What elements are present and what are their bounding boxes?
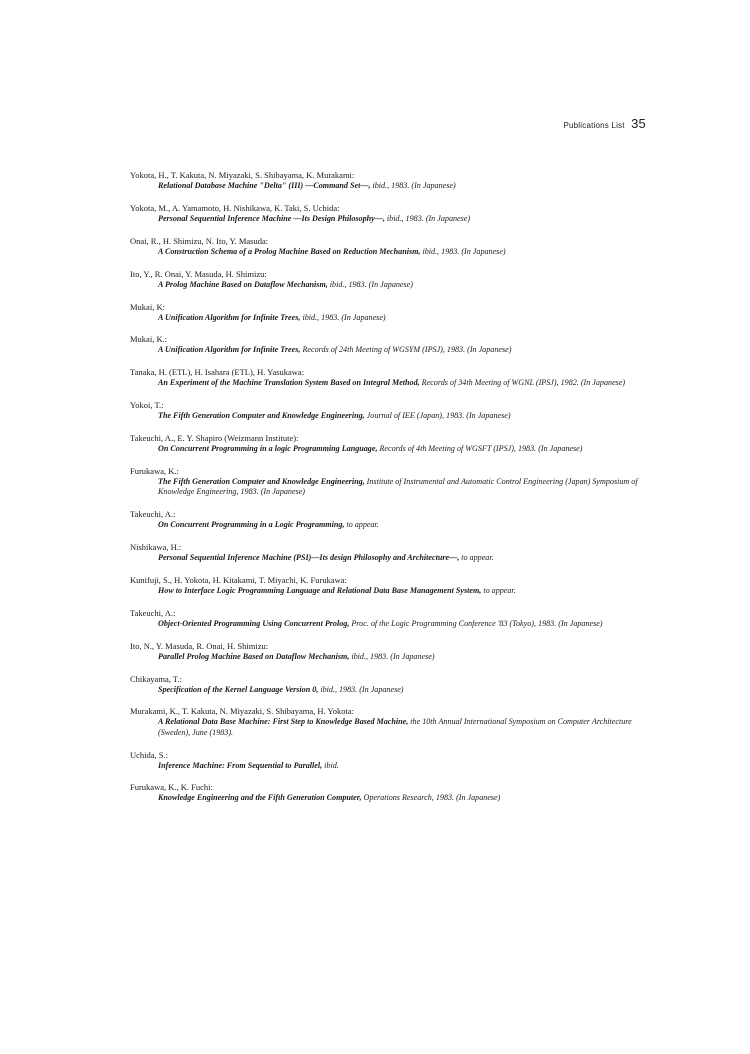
entry-authors: Takeuchi, A., E. Y. Shapiro (Weizmann Institute):: [130, 433, 299, 444]
entry-title: A Construction Schema of a Prolog Machine Based on Reduction Mechanism,: [158, 246, 421, 256]
entry-source: ibid., 1983. (In Japanese): [349, 651, 435, 661]
entry-reference: [130, 586, 643, 596]
publication-entry: [130, 367, 643, 388]
entry-title: A Unification Algorithm for Infinite Trees,: [158, 312, 301, 322]
entry-title: Relational Database Machine "Delta" (III) —Command Set—,: [158, 181, 371, 190]
entry-authors: Mukai, K:: [130, 301, 165, 312]
publication-entry: [130, 542, 643, 563]
entry-source: to appear.: [459, 553, 494, 562]
publication-entry: [130, 400, 643, 421]
entry-reference: [130, 181, 643, 191]
entry-authors: Nishikawa, H.:: [130, 542, 182, 552]
entry-title: On Concurrent Programming in a logic Programming Language,: [158, 444, 378, 454]
entry-title: The Fifth Generation Computer and Knowledge Engineering,: [158, 477, 365, 487]
entry-reference: [130, 652, 643, 662]
publication-entry: [130, 170, 643, 191]
entry-authors: Onai, R., H. Shimizu, N. Ito, Y. Masuda:: [130, 235, 269, 246]
publication-entry: [130, 302, 643, 323]
entry-authors: Kunifuji, S., H. Yokota, H. Kitakami, T. Miyachi, K. Furukawa:: [130, 574, 347, 585]
entry-title: Specification of the Kernel Language Version 0,: [158, 684, 319, 694]
entry-authors: Yokoi, T.:: [130, 400, 164, 411]
entry-reference: [130, 553, 643, 563]
entry-title: Object-Oriented Programming Using Concurrent Prolog,: [158, 618, 350, 628]
publication-entry: [130, 608, 643, 629]
entry-title: How to Interface Logic Programming Language and Relational Data Base Management System,: [158, 585, 482, 595]
entry-reference: [130, 280, 643, 290]
entry-source: Records of 4th Meeting of WGSFT (IPSJ), 1983. (In Japanese): [377, 444, 583, 454]
entry-source: ibid., 1983. (In Japanese): [327, 279, 413, 289]
entry-reference: [130, 214, 643, 224]
entry-reference: [130, 411, 643, 421]
entry-authors: Mukai, K.:: [130, 334, 168, 345]
publication-entry: [130, 203, 643, 224]
entry-title: On Concurrent Programming in a Logic Programming,: [158, 520, 345, 530]
publication-entry: [130, 334, 643, 355]
entry-authors: Takeuchi, A.:: [130, 509, 176, 520]
entry-reference: [130, 477, 643, 497]
entry-source: ibid.: [322, 760, 339, 770]
page-header: [563, 116, 646, 131]
entry-source: the 10th Annual International Symposium on Computer Architecture (Sweden), June (1983).: [158, 717, 632, 737]
publication-entry: [130, 750, 643, 771]
entry-reference: [130, 444, 643, 454]
running-title: Publications List: [563, 121, 625, 130]
entry-source: ibid., 1983. (In Japanese): [420, 246, 506, 256]
entry-title: A Unification Algorithm for Infinite Trees,: [158, 345, 301, 355]
entry-reference: [130, 520, 643, 530]
entry-title: An Experiment of the Machine Translation System Based on Integral Method,: [158, 378, 420, 388]
entry-reference: [130, 717, 643, 737]
entry-source: Proc. of the Logic Programming Conference '83 (Tokyo), 1983. (In Japanese): [349, 618, 603, 628]
entry-title: Parallel Prolog Machine Based on Dataflow Mechanism,: [158, 651, 350, 661]
publications-list: [130, 170, 643, 815]
entry-reference: [130, 793, 643, 803]
entry-title: Personal Sequential Inference Machine (PSI)—Its design Philosophy and Architecture—,: [158, 553, 460, 562]
entry-source: Journal of IEE (Japan), 1983. (In Japanese): [364, 411, 511, 421]
entry-reference: [130, 313, 643, 323]
entry-title: Personal Sequential Inference Machine —Its Design Philosophy—,: [158, 213, 385, 223]
publication-entry: [130, 466, 643, 497]
entry-source: to appear.: [481, 585, 516, 595]
entry-source: ibid., 1983. (In Japanese): [300, 312, 386, 322]
entry-source: ibid., 1983. (In Japanese): [384, 213, 471, 223]
entry-authors: Yokota, M., A. Yamamoto, H. Nishikawa, K. Taki, S. Uchida:: [130, 202, 340, 213]
publication-entry: [130, 641, 643, 662]
entry-title: A Prolog Machine Based on Dataflow Mechanism,: [158, 279, 328, 289]
entry-reference: [130, 619, 643, 629]
entry-authors: Chikayama, T.:: [130, 673, 182, 684]
entry-reference: [130, 378, 643, 388]
entry-authors: Takeuchi, A.:: [130, 607, 176, 618]
publication-entry: [130, 706, 643, 737]
entry-source: ibid., 1983. (In Japanese): [370, 181, 456, 190]
entry-reference: [130, 685, 643, 695]
publication-entry: [130, 433, 643, 454]
publication-entry: [130, 575, 643, 596]
entry-title: The Fifth Generation Computer and Knowledge Engineering,: [158, 411, 365, 421]
publication-entry: [130, 674, 643, 695]
entry-reference: [130, 247, 643, 257]
entry-source: Records of 24th Meeting of WGSYM (IPSJ), 1983. (In Japanese): [300, 345, 512, 355]
entry-authors: Tanaka, H. (ETL), H. Isahara (ETL), H. Yasukawa:: [130, 367, 305, 378]
entry-source: Records of 34th Meeting of WGNL (IPSJ), 1982. (In Japanese): [419, 378, 626, 388]
page-number: 35: [631, 116, 646, 131]
entry-source: Operations Research, 1983. (In Japanese): [361, 793, 501, 803]
entry-reference: [130, 345, 643, 355]
entry-title: Knowledge Engineering and the Fifth Generation Computer,: [158, 793, 362, 803]
entry-authors: Yokota, H., T. Kakuta, N. Miyazaki, S. Shibayama, K. Murakami:: [130, 170, 355, 180]
publication-entry: [130, 269, 643, 290]
entry-authors: Uchida, S.:: [130, 749, 169, 760]
entry-source: Institute of Instrumental and Automatic Control Engineering (Japan) Symposium of Knowledge Engineering, 1983. (In Japanese): [158, 477, 638, 497]
entry-authors: Ito, Y., R. Onai, Y. Masuda, H. Shimizu:: [130, 268, 267, 279]
entry-title: A Relational Data Base Machine: First Step to Knowledge Based Machine,: [158, 717, 409, 727]
publication-entry: [130, 509, 643, 530]
publication-entry: [130, 782, 643, 803]
entry-source: to appear.: [344, 520, 379, 530]
publication-entry: [130, 236, 643, 257]
entry-authors: Furukawa, K., K. Fuchi:: [130, 782, 213, 793]
entry-source: ibid., 1983. (In Japanese): [318, 684, 404, 694]
entry-authors: Ito, N., Y. Masuda, R. Onai, H. Shimizu:: [130, 640, 269, 651]
entry-authors: Furukawa, K.:: [130, 466, 179, 477]
entry-authors: Murakami, K., T. Kakuta, N. Miyazaki, S. Shibayama, H. Yokota:: [130, 706, 354, 717]
entry-reference: [130, 761, 643, 771]
entry-title: Inference Machine: From Sequential to Parallel,: [158, 760, 323, 770]
